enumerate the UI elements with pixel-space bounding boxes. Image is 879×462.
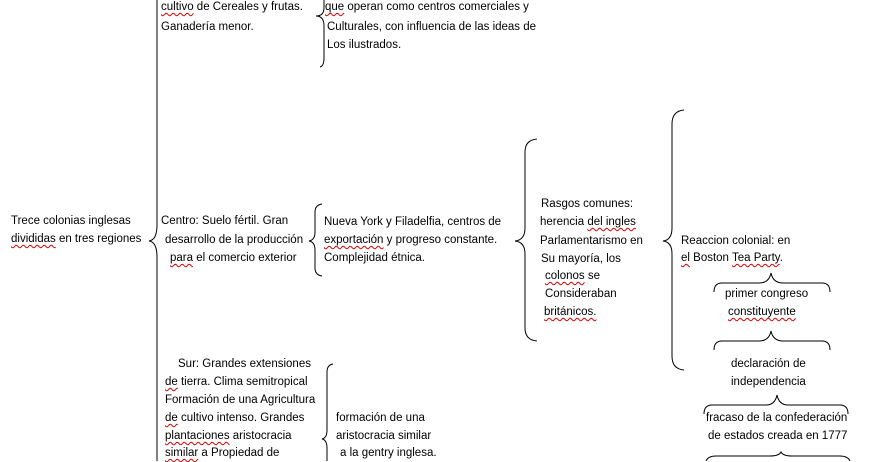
reaction-word-teaparty: Tea Party bbox=[731, 252, 780, 264]
common-traits-line6: Consideraban bbox=[545, 288, 617, 300]
south-region-word-de: de bbox=[165, 376, 178, 388]
root-node-line1: Trece colonias inglesas bbox=[11, 215, 131, 227]
reaction-line2 bbox=[681, 249, 783, 267]
north-cities-line1 bbox=[325, 0, 529, 16]
south-result-line2: aristocracia similar bbox=[336, 430, 432, 442]
south-region-text-6: a Propiedad de bbox=[198, 447, 280, 459]
south-region-word-de2: de bbox=[165, 412, 178, 424]
common-traits-line7 bbox=[544, 303, 596, 321]
center-cities-word: exportación bbox=[324, 234, 384, 246]
center-cities-line1: Nueva York y Filadelfia, centros de bbox=[324, 216, 502, 228]
root-node-text: en tres regiones bbox=[55, 233, 142, 245]
south-region-line4 bbox=[165, 409, 304, 427]
south-region-line1: Sur: Grandes extensiones bbox=[178, 358, 311, 370]
north-region-word: cultivo bbox=[161, 1, 194, 13]
south-region-text-5: aristocracia bbox=[229, 430, 292, 442]
event-confederation-line2: de estados creada en 1777 bbox=[708, 430, 848, 442]
event-confederation-line1: fracaso de la confederación bbox=[706, 412, 848, 424]
center-cities-line2 bbox=[324, 231, 497, 249]
common-traits-word-colonos: colonos bbox=[545, 270, 585, 282]
next-event-brace bbox=[706, 452, 850, 461]
center-region-line3 bbox=[170, 249, 297, 267]
event-congress-word: constituyente bbox=[728, 306, 796, 318]
north-cities-line3: Los ilustrados. bbox=[327, 39, 402, 51]
main-brace bbox=[149, 0, 157, 461]
south-result-line3: a la gentry inglesa. bbox=[340, 447, 437, 459]
event-congress-line1: primer congreso bbox=[725, 288, 809, 300]
event-declaration-line2: independencia bbox=[731, 376, 806, 388]
north-cities-text: operan como centros comerciales y bbox=[344, 1, 529, 13]
center-cities-text: y progreso constante. bbox=[383, 234, 498, 246]
reaction-text-boston: Boston bbox=[689, 252, 732, 264]
common-traits-word: del ingles bbox=[587, 216, 636, 228]
south-region-line2 bbox=[165, 373, 308, 391]
center-cities-line3: Complejidad étnica. bbox=[324, 252, 426, 264]
event-congress-line2 bbox=[728, 303, 796, 321]
south-result-line1: formación de una bbox=[336, 412, 425, 424]
reaction-period: . bbox=[779, 252, 783, 264]
south-region-text-2: tierra. Clima semitropical bbox=[177, 376, 308, 388]
common-traits-word-britanicos: británicos. bbox=[544, 306, 597, 318]
declaration-brace bbox=[714, 331, 830, 350]
south-region-line3: Formación de una Agricultura bbox=[165, 394, 316, 406]
common-traits-line2 bbox=[540, 213, 636, 231]
south-brace bbox=[322, 364, 333, 461]
center-region-line2: desarrollo de la producción bbox=[165, 234, 304, 246]
center-brace bbox=[309, 204, 322, 276]
center-region-text: el comercio exterior bbox=[193, 252, 297, 264]
south-region-text-4: cultivo intenso. Grandes bbox=[177, 412, 305, 424]
reaction-line1: Reaccion colonial: en bbox=[681, 235, 791, 247]
common-traits-line5 bbox=[545, 267, 600, 285]
center-region-line1: Centro: Suelo fértil. Gran bbox=[161, 215, 289, 227]
common-traits-line1: Rasgos comunes: bbox=[541, 198, 634, 210]
root-node-line2 bbox=[11, 230, 141, 248]
common-traits-text: herencia bbox=[540, 216, 588, 228]
south-region-line6 bbox=[165, 444, 279, 462]
event-declaration-line1: declaración de bbox=[731, 358, 806, 370]
south-region-line5 bbox=[165, 427, 292, 445]
north-cities-line2: Culturales, con influencia de las ideas de bbox=[327, 21, 537, 33]
south-region-word-plantaciones: plantaciones bbox=[165, 430, 230, 442]
north-brace bbox=[316, 0, 324, 67]
common-traits-text-se: se bbox=[584, 270, 600, 282]
north-region-line2: Ganadería menor. bbox=[161, 21, 254, 33]
common-brace bbox=[515, 139, 537, 341]
center-region-word: para bbox=[170, 252, 194, 264]
south-region-word-similar: similar bbox=[165, 447, 199, 459]
reaction-word-el: el bbox=[681, 252, 690, 264]
common-traits-line4: Su mayoría, los bbox=[541, 253, 621, 265]
north-region-line1 bbox=[161, 0, 303, 16]
north-cities-word: que bbox=[325, 1, 345, 13]
north-region-text: de Cereales y frutas. bbox=[193, 1, 303, 13]
common-traits-line3: Parlamentarismo en bbox=[540, 235, 643, 247]
root-node-word: divididas bbox=[11, 233, 56, 245]
